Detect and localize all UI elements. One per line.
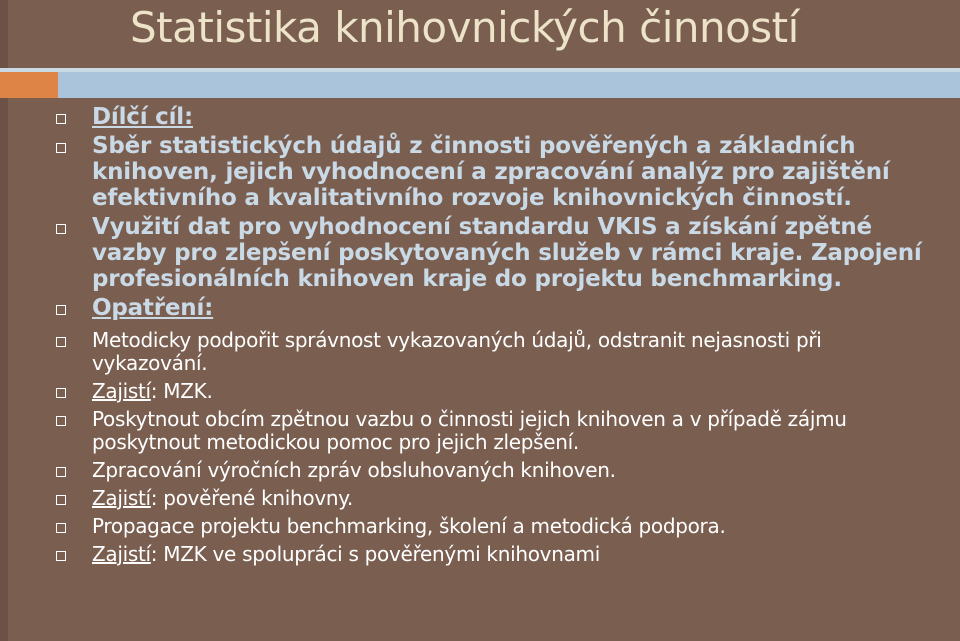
bullet-list bbox=[52, 104, 942, 571]
list-item-responsible bbox=[52, 543, 942, 566]
hollow-square-bullet-icon bbox=[56, 388, 66, 398]
accent-band-blue bbox=[58, 72, 960, 98]
list-item-measure bbox=[52, 408, 942, 454]
responsible-text bbox=[92, 379, 213, 403]
hollow-square-bullet-icon bbox=[56, 467, 66, 477]
slide-title: Statistika knihovnických činností bbox=[130, 3, 799, 52]
list-item-measure bbox=[52, 459, 942, 482]
zajisti-label: Zajistí bbox=[92, 542, 151, 566]
list-item-responsible bbox=[52, 487, 942, 510]
measure-text: Zpracování výročních zpráv obsluhovaných knihoven. bbox=[92, 458, 616, 482]
hollow-square-bullet-icon bbox=[56, 523, 66, 533]
list-item-dilci-cil bbox=[52, 104, 942, 130]
responsible-text bbox=[92, 486, 353, 510]
list-item-measure bbox=[52, 515, 942, 538]
list-item-opatreni bbox=[52, 295, 942, 321]
hollow-square-bullet-icon bbox=[56, 143, 66, 153]
hollow-square-bullet-icon bbox=[56, 224, 66, 234]
goal-text: Využití dat pro vyhodnocení standardu VKIS a získání zpětné vazby pro zlepšení poskytovaných služeb v rámci kraje. Zapojení profesionálních knihoven kraje do projektu benchmarking. bbox=[92, 214, 922, 292]
list-item-measure bbox=[52, 329, 942, 375]
zajisti-label: Zajistí bbox=[92, 379, 151, 403]
measure-text: Propagace projektu benchmarking, školení a metodická podpora. bbox=[92, 514, 726, 538]
hollow-square-bullet-icon bbox=[56, 416, 66, 426]
hollow-square-bullet-icon bbox=[56, 337, 66, 347]
list-item-responsible bbox=[52, 380, 942, 403]
responsible-value: : MZK ve spolupráci s pověřenými knihovnami bbox=[150, 542, 600, 566]
list-item-goal-2 bbox=[52, 214, 942, 292]
measure-text: Metodicky podpořit správnost vykazovaných údajů, odstranit nejasnosti při vykazování. bbox=[92, 328, 822, 375]
list-item-goal-1 bbox=[52, 133, 942, 211]
hollow-square-bullet-icon bbox=[56, 551, 66, 561]
responsible-value: : pověřené knihovny. bbox=[150, 486, 353, 510]
hollow-square-bullet-icon bbox=[56, 495, 66, 505]
hollow-square-bullet-icon bbox=[56, 114, 66, 124]
goal-text: Sběr statistických údajů z činnosti pověřených a základních knihoven, jejich vyhodnocení a zpracování analýz pro zajištění efektivního a kvalitativního rozvoje knihovnických činností. bbox=[92, 133, 890, 211]
accent-band-orange bbox=[0, 72, 58, 98]
heading-opatreni: Opatření: bbox=[92, 295, 214, 321]
zajisti-label: Zajistí bbox=[92, 486, 151, 510]
heading-dilci-cil: Dílčí cíl: bbox=[92, 104, 193, 130]
hollow-square-bullet-icon bbox=[56, 305, 66, 315]
responsible-text bbox=[92, 542, 600, 566]
responsible-value: : MZK. bbox=[150, 379, 213, 403]
measure-text: Poskytnout obcím zpětnou vazbu o činnosti jejich knihoven a v případě zájmu poskytnout metodickou pomoc pro jejich zlepšení. bbox=[92, 407, 847, 454]
